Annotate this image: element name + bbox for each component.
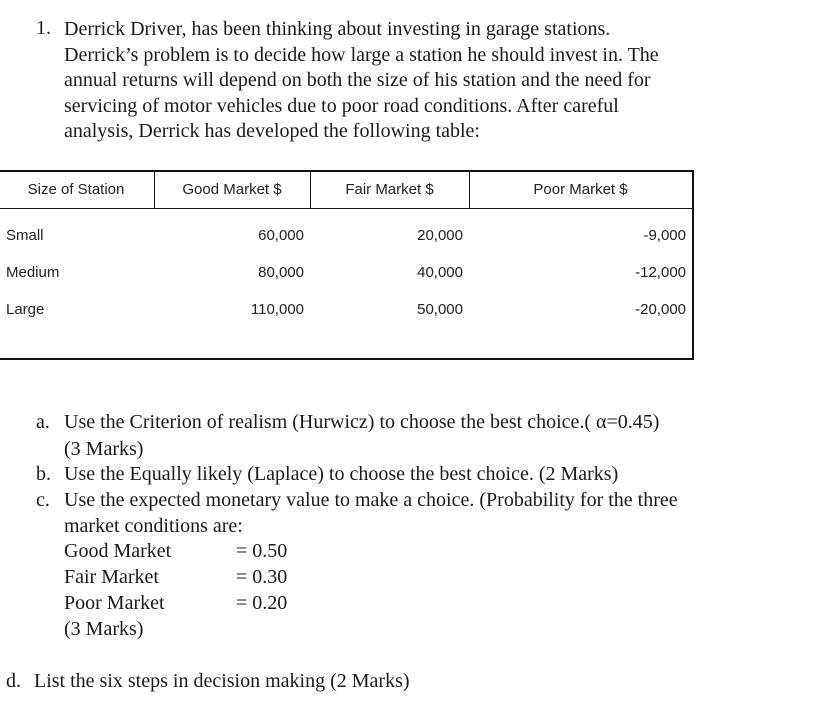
part-c-text: market conditions are: (64, 515, 243, 537)
table-row (0, 298, 692, 335)
part-b-text: Use the Equally likely (Laplace) to choose the best choice. (2 Marks) (64, 463, 619, 485)
part-c-marker: c. (36, 489, 50, 511)
question-line: Derrick Driver, has been thinking about investing in garage stations. (64, 18, 611, 40)
probability-value: = 0.30 (236, 566, 288, 588)
cell-poor: -9,000 (643, 227, 686, 244)
table-header-size: Size of Station (0, 172, 154, 209)
cell-good: 80,000 (258, 264, 304, 281)
question-line: annual returns will depend on both the size of his station and the need for (64, 69, 651, 91)
table-divider (310, 172, 311, 208)
table-divider (154, 172, 155, 208)
cell-size: Small (6, 227, 44, 244)
cell-size: Medium (6, 264, 60, 281)
probability-label: Good Market (64, 540, 172, 562)
payoff-table (0, 170, 694, 360)
probability-label: Fair Market (64, 566, 159, 588)
part-a-marks: (3 Marks) (64, 438, 144, 460)
cell-good: 60,000 (258, 227, 304, 244)
probability-value: = 0.20 (236, 592, 288, 614)
probability-value: = 0.50 (236, 540, 288, 562)
cell-fair: 50,000 (417, 301, 463, 318)
question-line: analysis, Derrick has developed the following table: (64, 120, 480, 142)
table-row (0, 261, 692, 298)
cell-good: 110,000 (250, 301, 304, 318)
cell-size: Large (6, 301, 45, 318)
table-divider (469, 172, 470, 208)
part-a-text: Use the Criterion of realism (Hurwicz) to choose the best choice.( α=0.45) (64, 411, 660, 433)
table-row (0, 224, 692, 261)
part-a-marker: a. (36, 411, 50, 433)
part-d-marker: d. (6, 670, 21, 692)
table-header-good: Good Market $ (154, 172, 310, 209)
table-header-fair: Fair Market $ (310, 172, 469, 209)
cell-fair: 20,000 (417, 227, 463, 244)
table-header-poor: Poor Market $ (469, 172, 692, 209)
cell-poor: -12,000 (635, 264, 686, 281)
probability-label: Poor Market (64, 592, 165, 614)
question-line: Derrick’s problem is to decide how large a station he should invest in. The (64, 43, 659, 66)
cell-fair: 40,000 (417, 264, 463, 281)
question-line: servicing of motor vehicles due to poor road conditions. After careful (64, 94, 619, 117)
cell-poor: -20,000 (635, 301, 686, 318)
part-c-marks: (3 Marks) (64, 618, 144, 640)
question-number: 1. (36, 17, 51, 39)
part-d-text: List the six steps in decision making (2 Marks) (34, 670, 410, 692)
part-c-text: Use the expected monetary value to make a choice. (Probability for the three (64, 489, 678, 511)
question-text (64, 17, 764, 145)
part-b-marker: b. (36, 463, 51, 485)
